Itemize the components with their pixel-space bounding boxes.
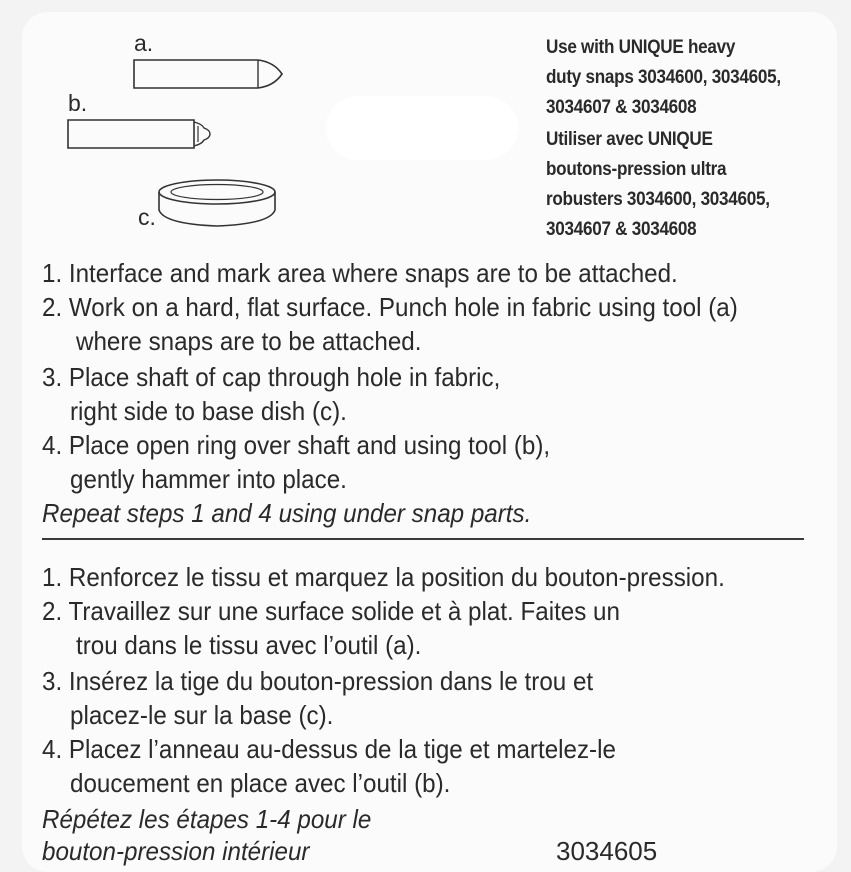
spec-fr-line-4: 3034607 & 3034608 xyxy=(546,219,697,240)
product-code: 3034605 xyxy=(556,836,658,866)
step-fr-2: 2. Travaillez sur une surface solide et à plat. Faites un xyxy=(42,596,620,626)
step-fr-4-cont: doucement en place avec l’outil (b). xyxy=(70,768,451,798)
step-en-2: 2. Work on a hard, flat surface. Punch hole in fabric using tool (a) xyxy=(42,292,738,322)
spec-en-line-3: 3034607 & 3034608 xyxy=(546,97,697,118)
step-fr-3-cont: placez-le sur la base (c). xyxy=(70,700,334,730)
spec-en-line-1: Use with UNIQUE heavy xyxy=(546,37,736,58)
step-en-2-cont: where snaps are to be attached. xyxy=(76,326,422,356)
tool-c-label: c. xyxy=(138,204,156,230)
step-fr-1: 1. Renforcez le tissu et marquez la position du bouton-pression. xyxy=(42,562,725,592)
spec-fr-line-3: robusters 3034600, 3034605, xyxy=(546,189,770,210)
step-en-3: 3. Place shaft of cap through hole in fabric, xyxy=(42,362,501,392)
step-fr-4: 4. Placez l’anneau au-dessus de la tige et martelez-le xyxy=(42,734,616,764)
spec-fr-line-1: Utiliser avec UNIQUE xyxy=(546,129,713,150)
step-en-4: 4. Place open ring over shaft and using tool (b), xyxy=(42,430,551,460)
step-fr-repeat-cont: bouton-pression intérieur xyxy=(42,836,310,866)
base-dish-icon xyxy=(156,176,280,230)
step-fr-2-cont: trou dans le tissu avec l’outil (a). xyxy=(76,630,422,660)
step-en-3-cont: right side to base dish (c). xyxy=(70,396,347,426)
step-fr-3: 3. Insérez la tige du bouton-pression dans le trou et xyxy=(42,666,594,696)
setter-tool-icon xyxy=(66,116,212,152)
punch-tool-icon xyxy=(132,54,286,94)
step-en-4-cont: gently hammer into place. xyxy=(70,464,347,494)
step-en-1: 1. Interface and mark area where snaps are to be attached. xyxy=(42,258,678,288)
tool-a-label: a. xyxy=(134,30,154,56)
step-fr-repeat: Répétez les étapes 1-4 pour le xyxy=(42,804,372,834)
spec-en-line-2: duty snaps 3034600, 3034605, xyxy=(546,67,781,88)
step-en-repeat: Repeat steps 1 and 4 using under snap parts. xyxy=(42,498,532,528)
tool-b-label: b. xyxy=(68,90,88,116)
hang-slot xyxy=(326,96,518,160)
spec-fr-line-2: boutons-pression ultra xyxy=(546,159,727,180)
section-divider xyxy=(42,538,804,540)
